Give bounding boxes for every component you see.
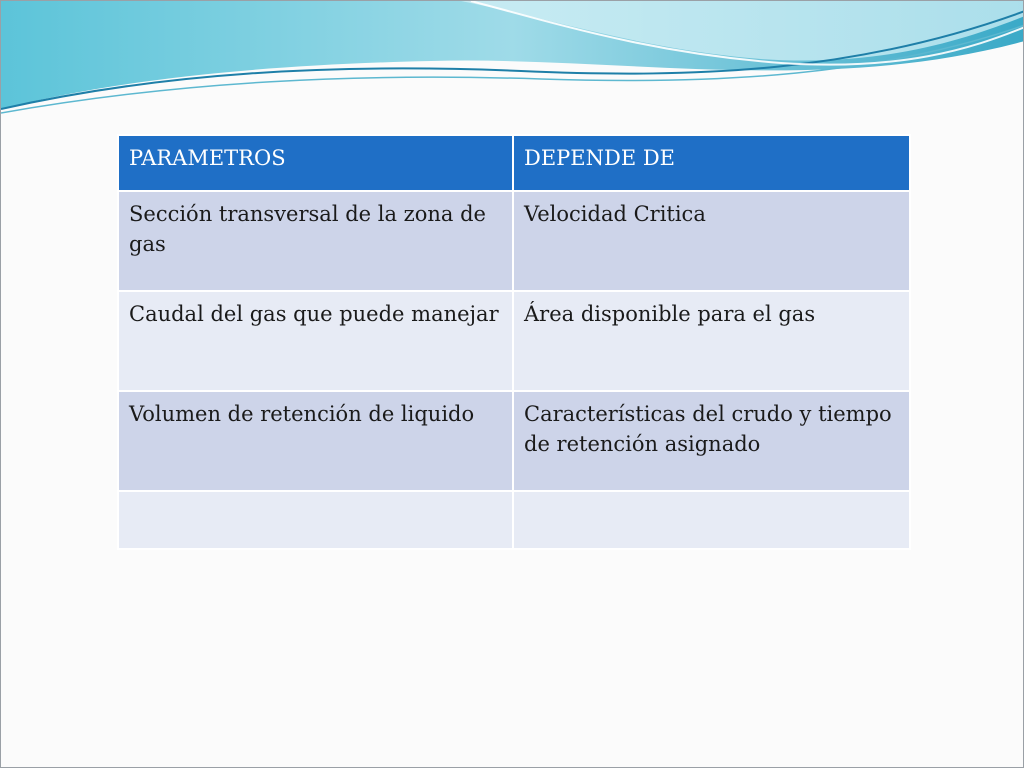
decorative-wave-banner <box>1 1 1024 131</box>
table-row <box>118 391 910 491</box>
header-parametros: PARAMETROS <box>118 135 513 191</box>
header-depende-de: DEPENDE DE <box>513 135 910 191</box>
table-cell <box>118 491 513 549</box>
table-cell: Volumen de retención de liquido <box>118 391 513 491</box>
table-cell: Área disponible para el gas <box>513 291 910 391</box>
table-cell: Características del crudo y tiempo de retención asignado <box>513 391 910 491</box>
table-cell: Velocidad Critica <box>513 191 910 291</box>
table-row <box>118 191 910 291</box>
table-header-row <box>118 135 910 191</box>
table-cell: Sección transversal de la zona de gas <box>118 191 513 291</box>
parameters-table <box>117 134 911 550</box>
table-row <box>118 291 910 391</box>
table-row <box>118 491 910 549</box>
table-cell: Caudal del gas que puede manejar <box>118 291 513 391</box>
table-cell <box>513 491 910 549</box>
